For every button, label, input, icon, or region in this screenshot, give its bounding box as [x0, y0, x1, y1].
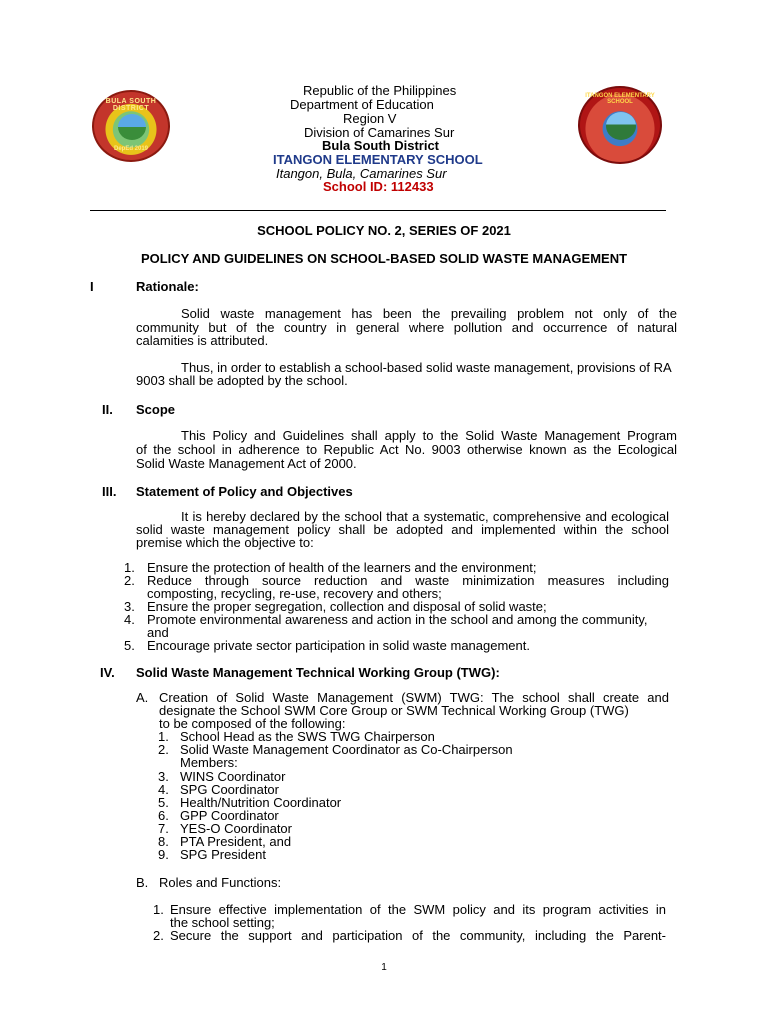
list-item-continued: composting, recycling, re-use, recovery and others;: [147, 586, 442, 601]
subsection-b-letter: B.: [136, 875, 149, 890]
list-item-number: 4.: [124, 612, 135, 627]
list-item-continued: and: [147, 625, 169, 640]
section-1-number: I: [90, 279, 94, 294]
list-item-number: 9.: [158, 847, 169, 862]
list-item: Ensure the protection of health of the learners and the environment;: [147, 560, 537, 575]
header-divider: [90, 210, 666, 211]
section-3-number: III.: [102, 484, 117, 499]
list-item-number: 8.: [158, 834, 169, 849]
header-address: Itangon, Bula, Camarines Sur: [276, 166, 447, 181]
list-item-number: 6.: [158, 808, 169, 823]
list-item-continued: the school setting;: [170, 915, 275, 930]
header-region: Region V: [343, 111, 397, 126]
list-item-number: 1.: [158, 729, 169, 744]
list-item-number: 7.: [158, 821, 169, 836]
list-item: Promote environmental awareness and action in the school and among the community,: [147, 612, 648, 627]
seal-center-emblem: [606, 112, 636, 140]
header-school-name: ITANGON ELEMENTARY SCHOOL: [273, 152, 483, 167]
list-item-number: 4.: [158, 782, 169, 797]
section-3-heading: Statement of Policy and Objectives: [136, 484, 353, 499]
list-item: WINS Coordinator: [180, 769, 286, 784]
header-division: Division of Camarines Sur: [304, 125, 455, 140]
header-department: Department of Education: [290, 97, 434, 112]
list-item: Solid Waste Management Coordinator as Co-Chairperson: [180, 742, 513, 757]
members-label: Members:: [180, 755, 238, 770]
list-item: Ensure effective implementation of the SWM policy and its program activities in: [170, 902, 666, 917]
header-district: Bula South District: [322, 138, 440, 153]
itangon-elementary-school-seal-icon: [578, 86, 662, 164]
section-2-number: II.: [102, 402, 113, 417]
section-4-number: IV.: [100, 665, 115, 680]
list-item: YES-O Coordinator: [180, 821, 292, 836]
list-item: Reduce through source reduction and waste minimization measures including: [147, 573, 669, 588]
seal-ring-bottom-text: DepEd 2019: [113, 146, 149, 152]
seal-ring-text: BULA SOUTH DISTRICT: [105, 98, 157, 112]
header-republic: Republic of the Philippines: [303, 83, 457, 98]
section-4-heading: Solid Waste Management Technical Working Group (TWG):: [136, 665, 500, 680]
list-item: School Head as the SWS TWG Chairperson: [180, 729, 435, 744]
list-item-number: 2.: [124, 573, 135, 588]
list-item: Encourage private sector participation in solid waste management.: [147, 638, 530, 653]
seal-ring-text: ITANGON ELEMENTARY SCHOOL: [585, 93, 655, 105]
page-number: 1: [381, 962, 387, 973]
policy-title: POLICY AND GUIDELINES ON SCHOOL-BASED SOLID WASTE MANAGEMENT: [140, 251, 628, 266]
list-item-number: 2.: [153, 928, 164, 943]
section-1-heading: Rationale:: [136, 279, 199, 294]
list-item: SPG President: [180, 847, 266, 862]
section-2-heading: Scope: [136, 402, 176, 417]
list-item-number: 3.: [124, 599, 135, 614]
list-item: Health/Nutrition Coordinator: [180, 795, 342, 810]
list-item-number: 5.: [158, 795, 169, 810]
list-item: SPG Coordinator: [180, 782, 279, 797]
subsection-b-heading: Roles and Functions:: [159, 875, 282, 890]
bula-south-district-seal-icon: [92, 90, 170, 162]
list-item-number: 1.: [124, 560, 135, 575]
list-item-number: 3.: [158, 769, 169, 784]
seal-center-emblem: [118, 114, 146, 140]
list-item: PTA President, and: [180, 834, 292, 849]
list-item: Ensure the proper segregation, collection and disposal of solid waste;: [147, 599, 547, 614]
list-item-number: 5.: [124, 638, 135, 653]
list-item: GPP Coordinator: [180, 808, 279, 823]
list-item: Secure the support and participation of the community, including the Parent-: [170, 928, 666, 943]
list-item-number: 1.: [153, 902, 164, 917]
subsection-a-letter: A.: [136, 690, 149, 705]
policy-number: SCHOOL POLICY NO. 2, SERIES OF 2021: [257, 223, 511, 238]
header-school-id: School ID: 112433: [323, 179, 434, 194]
list-item-number: 2.: [158, 742, 169, 757]
